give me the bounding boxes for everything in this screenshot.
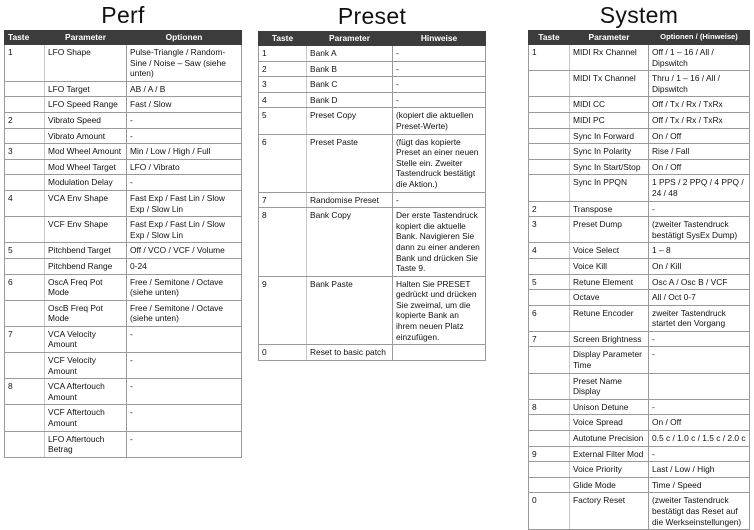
system-header-row [529, 31, 750, 45]
perf-cell-key [5, 353, 45, 379]
system-header-key: Taste [529, 31, 570, 45]
perf-cell-key: 3 [5, 144, 45, 160]
perf-cell-value: 0-24 [127, 258, 242, 274]
preset-cell-key: 6 [259, 134, 307, 192]
preset-row [259, 208, 486, 277]
system-cell-value: On / Off [649, 128, 750, 144]
preset-row [259, 192, 486, 208]
system-row [529, 274, 750, 290]
system-cell-value: - [649, 201, 750, 217]
system-title: System [599, 2, 679, 28]
perf-row [5, 159, 242, 175]
system-cell-value: On / Off [649, 415, 750, 431]
preset-cell-param: Randomise Preset [307, 192, 393, 208]
system-row [529, 305, 750, 331]
preset-header-key: Taste [259, 32, 307, 46]
perf-row [5, 326, 242, 352]
system-cell-value: - [649, 399, 750, 415]
preset-cell-key: 4 [259, 92, 307, 108]
system-row [529, 258, 750, 274]
system-header-param: Parameter [570, 31, 649, 45]
perf-row [5, 144, 242, 160]
system-row [529, 217, 750, 243]
perf-cell-param: Pitchbend Target [45, 243, 127, 259]
perf-cell-value: - [127, 353, 242, 379]
perf-cell-key: 8 [5, 379, 45, 405]
system-cell-key: 2 [529, 201, 570, 217]
perf-row [5, 405, 242, 431]
system-cell-value: Last / Low / High [649, 462, 750, 478]
perf-cell-value: Fast / Slow [127, 97, 242, 113]
system-row [529, 144, 750, 160]
perf-header-key: Taste [5, 31, 45, 45]
system-row [529, 415, 750, 431]
system-cell-param: MIDI Rx Channel [570, 45, 649, 71]
perf-cell-param: VCA Aftertouch Amount [45, 379, 127, 405]
system-cell-param: Sync In Polarity [570, 144, 649, 160]
system-cell-key: 3 [529, 217, 570, 243]
preset-cell-param: Preset Copy [307, 108, 393, 134]
preset-row [259, 61, 486, 77]
perf-cell-key [5, 431, 45, 457]
perf-cell-value: - [127, 405, 242, 431]
system-row [529, 243, 750, 259]
perf-cell-value: LFO / Vibrato [127, 159, 242, 175]
preset-cell-key: 0 [259, 345, 307, 361]
system-cell-key: 9 [529, 446, 570, 462]
preset-row [259, 345, 486, 361]
system-cell-param: Factory Reset [570, 493, 649, 530]
system-cell-value: 1 – 8 [649, 243, 750, 259]
system-row [529, 431, 750, 447]
system-cell-key [529, 112, 570, 128]
system-cell-param: Display Parameter Time [570, 347, 649, 373]
system-cell-param: Voice Spread [570, 415, 649, 431]
system-cell-key: 1 [529, 45, 570, 71]
perf-cell-param: Vibrato Amount [45, 128, 127, 144]
perf-row [5, 243, 242, 259]
system-row [529, 373, 750, 399]
system-table [528, 30, 750, 530]
system-cell-param: Autotune Precision [570, 431, 649, 447]
perf-cell-key [5, 405, 45, 431]
perf-cell-value: Fast Exp / Fast Lin / Slow Exp / Slow Lin [127, 217, 242, 243]
perf-cell-param: VCA Env Shape [45, 190, 127, 216]
system-cell-key [529, 347, 570, 373]
perf-cell-key [5, 175, 45, 191]
system-cell-param: MIDI CC [570, 97, 649, 113]
system-row [529, 112, 750, 128]
preset-cell-value: (kopiert die aktuellen Preset-Werte) [393, 108, 486, 134]
perf-row [5, 128, 242, 144]
system-cell-value: On / Kill [649, 258, 750, 274]
perf-cell-param: LFO Aftertouch Betrag [45, 431, 127, 457]
preset-cell-value [393, 345, 486, 361]
perf-cell-key [5, 217, 45, 243]
system-cell-key: 5 [529, 274, 570, 290]
system-cell-param: Sync In PPQN [570, 175, 649, 201]
system-row [529, 128, 750, 144]
system-cell-key [529, 373, 570, 399]
perf-cell-param: LFO Shape [45, 45, 127, 82]
system-cell-param: Retune Element [570, 274, 649, 290]
system-cell-key: 7 [529, 331, 570, 347]
system-cell-key [529, 71, 570, 97]
system-cell-key [529, 431, 570, 447]
perf-cell-value: Fast Exp / Fast Lin / Slow Exp / Slow Lin [127, 190, 242, 216]
system-cell-value: zweiter Tastendruck startet den Vorgang [649, 305, 750, 331]
preset-cell-value: - [393, 46, 486, 62]
system-row [529, 462, 750, 478]
perf-table-body [5, 45, 242, 458]
perf-row [5, 217, 242, 243]
system-cell-key [529, 477, 570, 493]
system-row [529, 97, 750, 113]
perf-cell-value: Free / Semitone / Octave (siehe unten) [127, 274, 242, 300]
perf-cell-value: - [127, 379, 242, 405]
system-cell-param: Voice Select [570, 243, 649, 259]
perf-cell-key [5, 258, 45, 274]
system-cell-key [529, 144, 570, 160]
preset-cell-key: 9 [259, 276, 307, 345]
system-cell-value: Osc A / Osc B / VCF [649, 274, 750, 290]
perf-cell-key: 1 [5, 45, 45, 82]
preset-cell-param: Bank C [307, 77, 393, 93]
perf-cell-key [5, 97, 45, 113]
perf-cell-key [5, 300, 45, 326]
preset-cell-value: - [393, 61, 486, 77]
perf-cell-param: VCF Aftertouch Amount [45, 405, 127, 431]
system-cell-key [529, 97, 570, 113]
perf-cell-value: Off / VCO / VCF / Volume [127, 243, 242, 259]
system-panel [528, 0, 750, 530]
perf-row [5, 274, 242, 300]
perf-cell-value: - [127, 128, 242, 144]
system-cell-value: (zweiter Tastendruck bestätigt das Reset auf die Werkseinstellungen) [649, 493, 750, 530]
system-cell-value: - [649, 331, 750, 347]
perf-row [5, 258, 242, 274]
perf-cell-param: LFO Target [45, 81, 127, 97]
preset-cell-param: Bank A [307, 46, 393, 62]
system-cell-param: Glide Mode [570, 477, 649, 493]
system-cell-key: 0 [529, 493, 570, 530]
preset-row [259, 77, 486, 93]
preset-table-body [259, 46, 486, 361]
perf-row [5, 81, 242, 97]
system-row [529, 493, 750, 530]
perf-cell-key: 2 [5, 112, 45, 128]
perf-cell-key: 4 [5, 190, 45, 216]
preset-panel [258, 1, 486, 361]
perf-cell-value: Pulse-Triangle / Random-Sine / Noise – Saw (siehe unten) [127, 45, 242, 82]
system-cell-value: Time / Speed [649, 477, 750, 493]
system-cell-param: Sync In Forward [570, 128, 649, 144]
preset-cell-param: Bank Paste [307, 276, 393, 345]
preset-row [259, 46, 486, 62]
system-cell-param: MIDI PC [570, 112, 649, 128]
perf-cell-param: Vibrato Speed [45, 112, 127, 128]
perf-header-value: Optionen [127, 31, 242, 45]
perf-cell-param: OscB Freq Pot Mode [45, 300, 127, 326]
preset-cell-param: Bank D [307, 92, 393, 108]
system-cell-key [529, 290, 570, 306]
system-cell-param: Screen Brightness [570, 331, 649, 347]
preset-cell-value: Halten Sie PRESET gedrückt und drücken Sie zweimal, um die kopierte Bank an ihrem neuen Platz einzufügen. [393, 276, 486, 345]
perf-cell-param: VCF Env Shape [45, 217, 127, 243]
perf-cell-param: LFO Speed Range [45, 97, 127, 113]
preset-cell-param: Preset Paste [307, 134, 393, 192]
perf-cell-value: - [127, 175, 242, 191]
system-cell-key: 4 [529, 243, 570, 259]
system-header-value: Optionen / (Hinweise) [649, 31, 750, 45]
preset-cell-key: 1 [259, 46, 307, 62]
perf-row [5, 190, 242, 216]
perf-cell-param: Modulation Delay [45, 175, 127, 191]
preset-header-row [259, 32, 486, 46]
preset-row [259, 92, 486, 108]
perf-cell-value: - [127, 326, 242, 352]
system-cell-param: Unison Detune [570, 399, 649, 415]
perf-cell-key [5, 81, 45, 97]
system-cell-value: Rise / Fall [649, 144, 750, 160]
perf-cell-key [5, 159, 45, 175]
system-cell-value: Off / Tx / Rx / TxRx [649, 97, 750, 113]
system-cell-key: 8 [529, 399, 570, 415]
system-cell-key: 6 [529, 305, 570, 331]
system-table-body [529, 45, 750, 530]
preset-row [259, 134, 486, 192]
perf-row [5, 379, 242, 405]
perf-cell-value: Min / Low / High / Full [127, 144, 242, 160]
system-cell-value: Off / Tx / Rx / TxRx [649, 112, 750, 128]
system-cell-value: - [649, 347, 750, 373]
preset-cell-key: 5 [259, 108, 307, 134]
preset-row [259, 108, 486, 134]
system-cell-param: Voice Priority [570, 462, 649, 478]
system-row [529, 71, 750, 97]
perf-cell-param: Mod Wheel Target [45, 159, 127, 175]
system-cell-value: All / Oct 0-7 [649, 290, 750, 306]
system-row [529, 347, 750, 373]
preset-cell-param: Reset to basic patch [307, 345, 393, 361]
system-row [529, 290, 750, 306]
system-cell-value: Off / 1 – 16 / All / Dipswitch [649, 45, 750, 71]
system-cell-param: External Filter Mod [570, 446, 649, 462]
system-cell-value: - [649, 446, 750, 462]
perf-row [5, 112, 242, 128]
preset-cell-value: - [393, 92, 486, 108]
system-cell-value [649, 373, 750, 399]
system-cell-value: 1 PPS / 2 PPQ / 4 PPQ / 24 / 48 [649, 175, 750, 201]
system-cell-value: On / Off [649, 159, 750, 175]
system-cell-param: Preset Dump [570, 217, 649, 243]
perf-panel [4, 0, 242, 458]
perf-row [5, 300, 242, 326]
preset-cell-key: 8 [259, 208, 307, 277]
system-row [529, 331, 750, 347]
system-cell-key [529, 462, 570, 478]
preset-cell-param: Bank B [307, 61, 393, 77]
perf-cell-value: AB / A / B [127, 81, 242, 97]
preset-cell-key: 7 [259, 192, 307, 208]
perf-cell-key [5, 128, 45, 144]
preset-row [259, 276, 486, 345]
system-cell-param: Transpose [570, 201, 649, 217]
system-cell-key [529, 258, 570, 274]
system-cell-param: Preset Name Display [570, 373, 649, 399]
system-row [529, 159, 750, 175]
preset-cell-key: 2 [259, 61, 307, 77]
perf-cell-value: - [127, 112, 242, 128]
perf-row [5, 97, 242, 113]
preset-table [258, 31, 486, 361]
perf-cell-value: - [127, 431, 242, 457]
system-row [529, 446, 750, 462]
system-cell-key [529, 415, 570, 431]
perf-cell-param: VCA Velocity Amount [45, 326, 127, 352]
perf-table [4, 30, 242, 458]
preset-title: Preset [337, 3, 407, 29]
system-cell-param: Voice Kill [570, 258, 649, 274]
system-row [529, 477, 750, 493]
preset-cell-value: Der erste Tastendruck kopiert die aktuelle Bank. Navigieren Sie dann zu einer anderen Bank und drücken Sie Taste 9. [393, 208, 486, 277]
perf-cell-key: 5 [5, 243, 45, 259]
perf-cell-param: VCF Velocity Amount [45, 353, 127, 379]
system-cell-param: Octave [570, 290, 649, 306]
perf-cell-key: 7 [5, 326, 45, 352]
preset-cell-key: 3 [259, 77, 307, 93]
perf-cell-value: Free / Semitone / Octave (siehe unten) [127, 300, 242, 326]
preset-cell-param: Bank Copy [307, 208, 393, 277]
perf-cell-param: OscA Freq Pot Mode [45, 274, 127, 300]
system-cell-param: Retune Encoder [570, 305, 649, 331]
system-row [529, 399, 750, 415]
perf-header-row [5, 31, 242, 45]
perf-cell-param: Mod Wheel Amount [45, 144, 127, 160]
preset-header-value: Hinweise [393, 32, 486, 46]
perf-header-param: Parameter [45, 31, 127, 45]
preset-cell-value: - [393, 77, 486, 93]
perf-row [5, 45, 242, 82]
perf-row [5, 431, 242, 457]
perf-title: Perf [101, 2, 145, 28]
preset-cell-value: (fügt das kopierte Preset an einer neuen Stelle ein. Zweiter Tastendruck bestätigt die Aktion.) [393, 134, 486, 192]
system-row [529, 45, 750, 71]
system-cell-param: Sync In Start/Stop [570, 159, 649, 175]
perf-row [5, 353, 242, 379]
preset-header-param: Parameter [307, 32, 393, 46]
system-cell-value: 0.5 c / 1.0 c / 1.5 c / 2.0 c [649, 431, 750, 447]
perf-cell-param: Pitchbend Range [45, 258, 127, 274]
perf-cell-key: 6 [5, 274, 45, 300]
system-cell-value: (zweiter Tastendruck bestätigt SysEx Dump) [649, 217, 750, 243]
preset-cell-value: - [393, 192, 486, 208]
system-cell-param: MIDI Tx Channel [570, 71, 649, 97]
system-row [529, 201, 750, 217]
system-row [529, 175, 750, 201]
system-cell-value: Thru / 1 – 16 / All / Dipswitch [649, 71, 750, 97]
system-cell-key [529, 175, 570, 201]
perf-row [5, 175, 242, 191]
system-cell-key [529, 159, 570, 175]
system-cell-key [529, 128, 570, 144]
